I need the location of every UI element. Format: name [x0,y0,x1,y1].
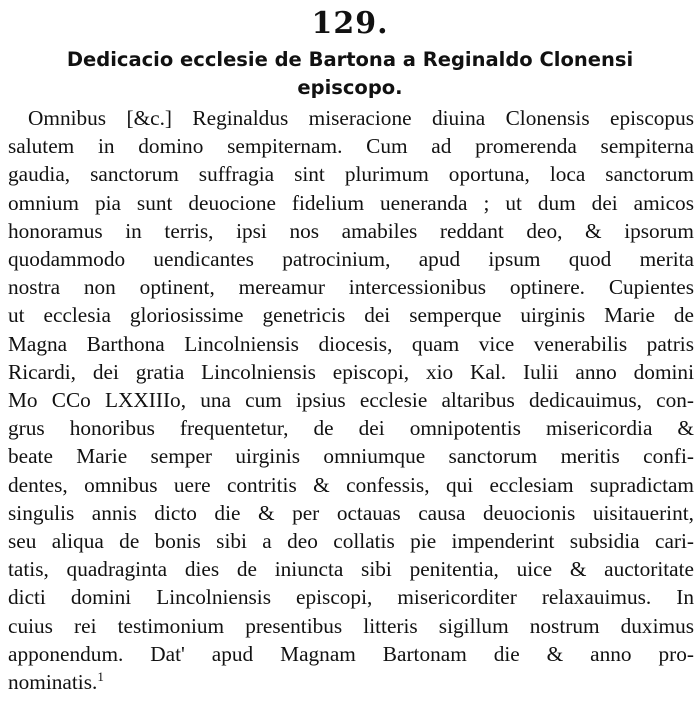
body-line: Magna Barthona Lincolniensis diocesis, quam vice venerabilis patris [8,331,694,356]
body-line: cuius rei testimonium presentibus litteris sigillum nostrum duximus [8,613,694,638]
body-line: singulis annis dicto die & per octauas causa deuocionis uisitauerint, [8,500,694,525]
document-body [4,104,696,696]
document-number: 129. [311,6,389,41]
body-line: nostra non optinent, mereamur intercessionibus optinere. Cupientes [8,275,694,300]
body-line: gaudia, sanctorum suffragia sint plurimum oportuna, loca sanctorum [8,162,694,187]
body-line: dentes, omnibus uere contritis & confessis, qui ecclesiam supradictam [8,472,694,497]
body-line: nominatis. [8,670,98,695]
body-line: apponendum. Dat' apud Magnam Bartonam die & anno pro- [8,641,694,666]
body-line: omnium pia sunt deuocione fidelium ueneranda ; ut dum dei amicos [8,190,694,215]
body-last-line [8,668,694,696]
body-line: Mo CCo LXXIIIo, una cum ipsius ecclesie altaribus dedicauimus, con- [8,388,694,413]
body-line: seu aliqua de bonis sibi a deo collatis pie impenderint subsidia cari- [8,529,694,554]
body-line: tatis, quadraginta dies de iniuncta sibi penitentia, uice & auctoritate [8,557,694,582]
body-line: honoramus in terris, ipsi nos amabiles reddant deo, & ipsorum [8,218,694,243]
body-line: dicti domini Lincolniensis episcopi, misericorditer relaxauimus. In [8,585,694,610]
body-line: Omnibus [&c.] Reginaldus miseracione diuina Clonensis episcopus [28,106,694,130]
body-line: grus honoribus frequentetur, de dei omnipotentis misericordia & [8,416,694,441]
body-line: ut ecclesia gloriosissime genetricis dei semperque uirginis Marie de [8,303,694,328]
body-line: quodammodo uendicantes patrocinium, apud ipsum quod merita [8,247,694,272]
footnote-marker[interactable]: 1 [97,668,104,684]
document-heading: Dedicacio ecclesie de Bartona a Reginaldo Clonensi episcopo. [66,48,634,99]
body-line: Ricardi, dei gratia Lincolniensis episcopi, xio Kal. Iulii anno domini [8,359,694,384]
body-line: salutem in domino sempiternam. Cum ad promerenda sempiterna [8,134,694,159]
body-line: beate Marie semper uirginis omniumque sanctorum meritis confi- [8,444,694,469]
